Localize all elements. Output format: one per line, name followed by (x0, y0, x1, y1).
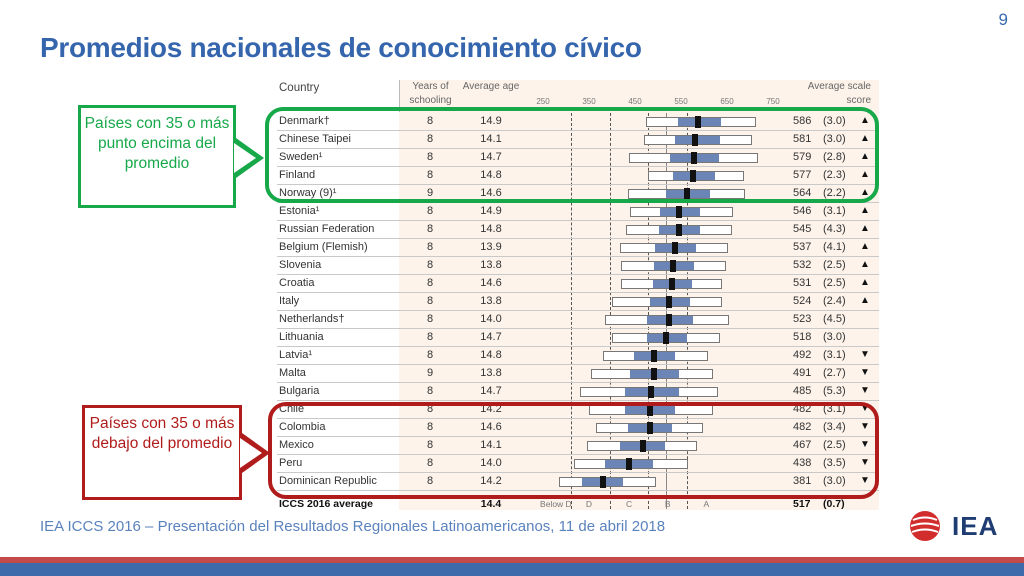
table-row (277, 203, 879, 221)
scale-tick-label: 550 (674, 97, 688, 106)
scale-tick-label: 650 (720, 97, 734, 106)
years-cell: 8 (426, 169, 434, 181)
score-cell: 545 (793, 223, 812, 235)
se-cell: (3.1) (823, 205, 846, 217)
se-cell: (3.4) (823, 421, 846, 433)
country-cell: Sweden¹ (279, 151, 323, 163)
se-cell: (5.3) (823, 385, 846, 397)
benchmark-below-d: Below D (540, 499, 572, 509)
country-cell: Italy (279, 295, 300, 307)
country-cell: Colombia (279, 421, 326, 433)
se-cell: (4.1) (823, 241, 846, 253)
years-cell: 8 (426, 295, 434, 307)
age-cell: 13.9 (480, 241, 502, 253)
significance-icon: ▼ (860, 403, 870, 414)
se-cell: (3.0) (823, 115, 846, 127)
country-cell: Dominican Republic (279, 475, 377, 487)
header-age: Average age (462, 81, 520, 92)
years-cell: 8 (426, 151, 434, 163)
significance-icon: ▲ (860, 277, 870, 288)
years-cell: 8 (426, 133, 434, 145)
score-cell: 491 (793, 367, 812, 379)
benchmark-d: D (585, 499, 593, 509)
footer-text: IEA ICCS 2016 – Presentación del Resultados Regionales Latinoamericanos, 11 de abril 2018 (40, 518, 666, 535)
mean-marker (666, 296, 672, 308)
age-cell: 14.7 (480, 385, 502, 397)
significance-icon: ▲ (860, 223, 870, 234)
average-age: 14.4 (480, 498, 502, 510)
table-row (277, 293, 879, 311)
se-cell: (4.5) (823, 313, 846, 325)
score-cell: 467 (793, 439, 812, 451)
country-cell: Malta (279, 367, 306, 379)
above-average-highlight (265, 107, 879, 203)
significance-icon: ▼ (860, 457, 870, 468)
age-cell: 14.8 (480, 223, 502, 235)
country-cell: Russian Federation (279, 223, 375, 235)
years-cell: 8 (426, 313, 434, 325)
age-cell: 14.9 (480, 205, 502, 217)
years-cell: 8 (426, 205, 434, 217)
score-cell: 381 (793, 475, 812, 487)
average-label: ICCS 2016 average (279, 498, 373, 510)
bottom-bar (0, 557, 1024, 576)
se-cell: (2.5) (823, 277, 846, 289)
years-cell: 9 (426, 367, 434, 379)
country-cell: Peru (279, 457, 303, 469)
mean-marker (676, 206, 682, 218)
se-cell: (2.5) (823, 439, 846, 451)
significance-icon: ▲ (860, 133, 870, 144)
score-cell: 564 (793, 187, 812, 199)
age-cell: 14.7 (480, 331, 502, 343)
significance-icon: ▼ (860, 421, 870, 432)
mean-marker (669, 278, 675, 290)
scale-tick-label: 750 (766, 97, 780, 106)
years-cell: 8 (426, 331, 434, 343)
years-cell: 9 (426, 187, 434, 199)
country-cell: Finland (279, 169, 316, 181)
mean-marker (651, 350, 657, 362)
score-cell: 523 (793, 313, 812, 325)
se-cell: (2.8) (823, 151, 846, 163)
country-cell: Mexico (279, 439, 314, 451)
score-cell: 482 (793, 421, 812, 433)
se-cell: (2.3) (823, 169, 846, 181)
score-cell: 492 (793, 349, 812, 361)
significance-icon: ▲ (860, 205, 870, 216)
significance-icon: ▲ (860, 151, 870, 162)
table-row (277, 221, 879, 239)
table-row (277, 239, 879, 257)
significance-icon: ▼ (860, 349, 870, 360)
scale-tick-label: 450 (628, 97, 642, 106)
benchmark-b: B (664, 499, 671, 509)
significance-icon: ▼ (860, 475, 870, 486)
years-cell: 8 (426, 403, 434, 415)
significance-icon: ▲ (860, 259, 870, 270)
country-cell: Chinese Taipei (279, 133, 351, 145)
age-cell: 14.8 (480, 349, 502, 361)
years-cell: 8 (426, 223, 434, 235)
country-cell: Estonia¹ (279, 205, 320, 217)
age-cell: 14.8 (480, 169, 502, 181)
age-cell: 14.0 (480, 313, 502, 325)
years-cell: 8 (426, 349, 434, 361)
score-cell: 485 (793, 385, 812, 397)
table-row (277, 275, 879, 293)
se-cell: (3.5) (823, 457, 846, 469)
significance-icon: ▲ (860, 187, 870, 198)
se-cell: (4.3) (823, 223, 846, 235)
callout-below: Países con 35 o más debajo del promedio (82, 405, 242, 500)
average-se: (0.7) (823, 498, 845, 510)
age-cell: 13.8 (480, 259, 502, 271)
header-years: Years of schooling (399, 80, 461, 112)
mean-marker (670, 260, 676, 272)
years-cell: 8 (426, 259, 434, 271)
slide-title: Promedios nacionales de conocimiento cívico (40, 32, 642, 63)
mean-marker (663, 332, 669, 344)
age-cell: 14.6 (480, 187, 502, 199)
score-cell: 537 (793, 241, 812, 253)
years-cell: 8 (426, 421, 434, 433)
se-cell: (2.5) (823, 259, 846, 271)
se-cell: (2.2) (823, 187, 846, 199)
age-cell: 13.8 (480, 367, 502, 379)
significance-icon: ▲ (860, 241, 870, 252)
country-cell: Belgium (Flemish) (279, 241, 368, 253)
scale-tick-label: 350 (582, 97, 596, 106)
age-cell: 14.9 (480, 115, 502, 127)
se-cell: (2.7) (823, 367, 846, 379)
average-score: 517 (793, 498, 811, 510)
age-cell: 14.1 (480, 439, 502, 451)
score-cell: 532 (793, 259, 812, 271)
significance-icon: ▼ (860, 439, 870, 450)
mean-marker (651, 368, 657, 380)
mean-marker (672, 242, 678, 254)
significance-icon: ▼ (860, 385, 870, 396)
mean-marker (648, 386, 654, 398)
header-country: Country (279, 82, 320, 94)
table-row (277, 383, 879, 401)
significance-icon: ▲ (860, 115, 870, 126)
years-cell: 8 (426, 115, 434, 127)
score-cell: 586 (793, 115, 812, 127)
table-row (277, 257, 879, 275)
age-cell: 14.6 (480, 277, 502, 289)
header-score: Average scale score (807, 81, 871, 106)
years-cell: 8 (426, 457, 434, 469)
mean-marker (676, 224, 682, 236)
score-cell: 531 (793, 277, 812, 289)
age-cell: 14.2 (480, 403, 502, 415)
table-row (277, 347, 879, 365)
score-cell: 438 (793, 457, 812, 469)
age-cell: 14.6 (480, 421, 502, 433)
country-cell: Norway (9)¹ (279, 187, 337, 199)
country-cell: Denmark† (279, 115, 330, 127)
se-cell: (3.0) (823, 475, 846, 487)
country-cell: Slovenia (279, 259, 322, 271)
page-number: 9 (998, 10, 1008, 29)
age-cell: 14.1 (480, 133, 502, 145)
se-cell: (3.0) (823, 133, 846, 145)
years-cell: 8 (426, 439, 434, 451)
callout-above: Países con 35 o más punto encima del promedio (78, 105, 236, 208)
table-row (277, 365, 879, 383)
significance-icon: ▼ (860, 367, 870, 378)
country-cell: Bulgaria (279, 385, 320, 397)
age-cell: 14.7 (480, 151, 502, 163)
score-cell: 581 (793, 133, 812, 145)
mean-marker (666, 314, 672, 326)
country-cell: Croatia (279, 277, 315, 289)
benchmark-c: C (625, 499, 633, 509)
score-cell: 579 (793, 151, 812, 163)
country-cell: Latvia¹ (279, 349, 313, 361)
country-cell: Lithuania (279, 331, 324, 343)
benchmark-a: A (703, 499, 710, 509)
significance-icon: ▲ (860, 295, 870, 306)
se-cell: (3.0) (823, 331, 846, 343)
below-average-highlight (268, 402, 879, 499)
country-cell: Chile (279, 403, 305, 415)
years-cell: 8 (426, 385, 434, 397)
score-cell: 524 (793, 295, 812, 307)
scale-tick-label: 250 (536, 97, 550, 106)
age-cell: 14.0 (480, 457, 502, 469)
average-row (277, 498, 879, 512)
significance-icon: ▲ (860, 169, 870, 180)
score-cell: 482 (793, 403, 812, 415)
age-cell: 14.2 (480, 475, 502, 487)
age-cell: 13.8 (480, 295, 502, 307)
score-cell: 546 (793, 205, 812, 217)
years-cell: 8 (426, 277, 434, 289)
years-cell: 8 (426, 241, 434, 253)
se-cell: (2.4) (823, 295, 846, 307)
score-cell: 577 (793, 169, 812, 181)
se-cell: (3.1) (823, 349, 846, 361)
se-cell: (3.1) (823, 403, 846, 415)
years-cell: 8 (426, 475, 434, 487)
country-cell: Netherlands† (279, 313, 345, 325)
table-row (277, 311, 879, 329)
logo-text: IEA (952, 511, 999, 541)
table-row (277, 329, 879, 347)
score-cell: 518 (793, 331, 812, 343)
